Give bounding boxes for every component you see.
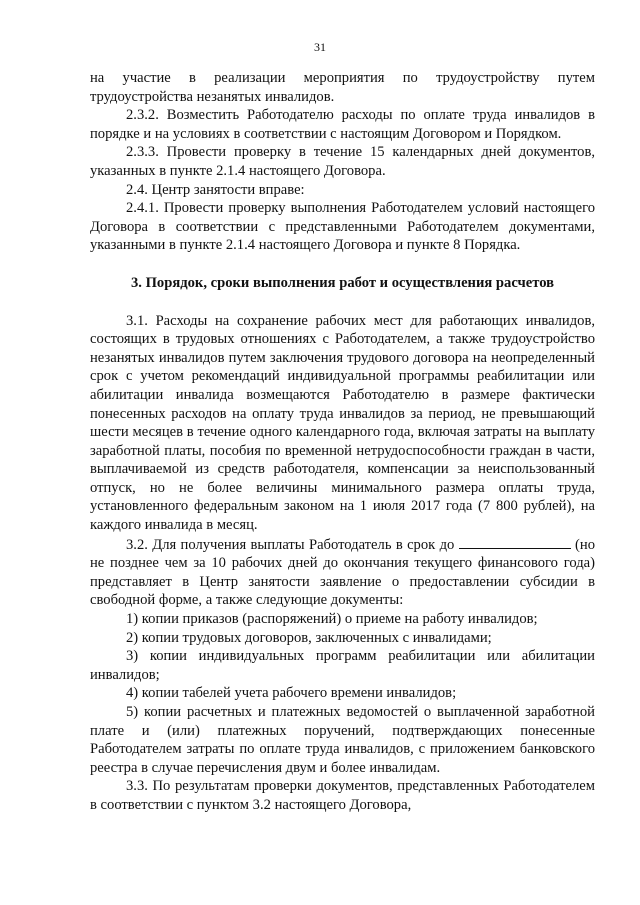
paragraph: на участие в реализации мероприятия по трудоустройству путем трудоустройства незанятых инвалидов. — [90, 70, 595, 105]
paragraph-2-4-1: 2.4.1. Провести проверку выполнения Работодателем условий настоящего Договора в соответствии с представленными Работодателем документами, указанными в пункте 2.1.4 настоящего Договора и пункте 8 Порядка. — [90, 200, 595, 254]
page-number: 31 — [314, 40, 326, 54]
section-heading: 3. Порядок, сроки выполнения работ и осуществления расчетов — [130, 274, 555, 291]
paragraph-2-3-2: 2.3.2. Возместить Работодателю расходы по оплате труда инвалидов в порядке и на условиях в соответствии с настоящим Договором и Порядком. — [90, 107, 595, 142]
paragraph-3-1: 3.1. Расходы на сохранение рабочих мест для работающих инвалидов, состоящих в трудовых отношениях с Работодателем, а также трудоустройство незанятых инвалидов путем заключения трудового договора на неопределенный срок с учетом рекомендаций индивидуальной программы реабилитации или абилитации инвалида возмещаются Работодателю в размере фактически понесенных расходов на оплату труда инвалидов за период, не превышающий шести месяцев в течение одного календарного года, включая затраты на выплату заработной платы, пособия по временной нетрудоспособности граждан в части, выплачиваемой из средств работодателя, компенсации за неиспользованный отпуск, но не более величины минимального размера оплаты труда, установленного федеральным законом на 1 июля 2017 года (7 800 рублей), на каждого инвалида в месяц. — [90, 312, 595, 534]
document-body — [90, 69, 595, 815]
paragraph-3-2 — [90, 535, 595, 610]
paragraph-2-4: 2.4. Центр занятости вправе: — [126, 181, 305, 198]
list-item-3: 3) копии индивидуальных программ реабилитации или абилитации инвалидов; — [90, 648, 595, 683]
list-item-2: 2) копии трудовых договоров, заключенных с инвалидами; — [126, 629, 492, 646]
date-blank-field — [459, 535, 571, 549]
paragraph-3-2-rest: (но не позднее чем за 10 рабочих дней до окончания текущего финансового года) представляет в Центр занятости заявление о предоставлении субсидии в свободной форме, а также следующие документы: — [90, 536, 595, 609]
paragraph-2-3-3: 2.3.3. Провести проверку в течение 15 календарных дней документов, указанных в пункте 2.1.4 настоящего Договора. — [90, 144, 595, 179]
list-item-1: 1) копии приказов (распоряжений) о приеме на работу инвалидов; — [126, 611, 538, 628]
paragraph-3-2-start: 3.2. Для получения выплаты Работодатель в срок до — [126, 536, 455, 553]
list-item-5: 5) копии расчетных и платежных ведомостей о выплаченной заработной плате и (или) платежных поручений, подтверждающих понесенные Работодателем затраты по оплате труда инвалидов, с приложением банковского реестра в случае перечисления двум и более инвалидам. — [90, 704, 595, 776]
paragraph-3-3: 3.3. По результатам проверки документов, представленных Работодателем в соответствии с пунктом 3.2 настоящего Договора, — [90, 778, 595, 813]
list-item-4: 4) копии табелей учета рабочего времени инвалидов; — [126, 685, 457, 702]
